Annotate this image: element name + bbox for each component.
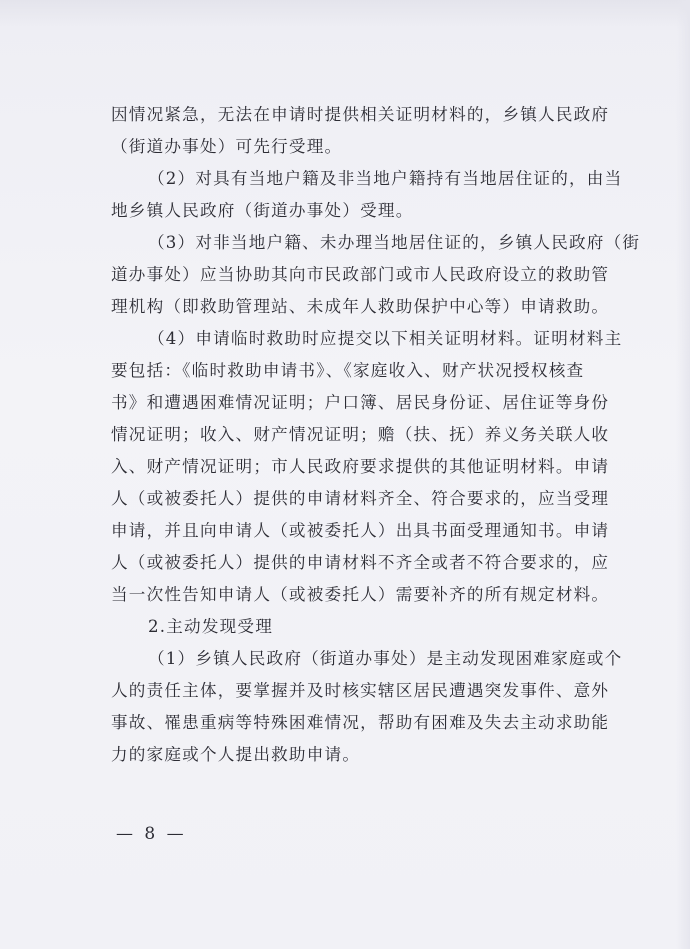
text-line: 情况证明；收入、财产情况证明；赡（扶、抚）养义务关联人收 bbox=[111, 425, 610, 444]
text-line: 书》和遭遇困难情况证明；户口簿、居民身份证、居住证等身份 bbox=[111, 393, 610, 412]
text-line: 当一次性告知申请人（或被委托人）需要补齐的所有规定材料。 bbox=[111, 585, 610, 604]
section-heading: 2.主动发现受理 bbox=[148, 617, 273, 636]
text-line: 理机构（即救助管理站、未成年人救助保护中心等）申请救助。 bbox=[111, 297, 610, 316]
text-line: （4）申请临时救助时应提交以下相关证明材料。证明材料主 bbox=[148, 329, 623, 348]
text-line: 地乡镇人民政府（街道办事处）受理。 bbox=[111, 201, 414, 220]
text-line: （1）乡镇人民政府（街道办事处）是主动发现困难家庭或个 bbox=[148, 649, 623, 668]
text-line: 入、财产情况证明；市人民政府要求提供的其他证明材料。申请 bbox=[111, 457, 610, 476]
text-line: （3）对非当地户籍、未办理当地居住证的，乡镇人民政府（街 bbox=[148, 233, 641, 252]
text-line: 因情况紧急，无法在申请时提供相关证明材料的，乡镇人民政府 bbox=[111, 105, 610, 124]
text-line: （2）对具有当地户籍及非当地户籍持有当地居住证的，由当 bbox=[148, 169, 623, 188]
scan-shadow-right bbox=[676, 0, 690, 949]
page-number: — 8 — bbox=[116, 824, 187, 844]
text-line: 力的家庭或个人提出救助申请。 bbox=[111, 745, 361, 764]
text-line: 道办事处）应当协助其向市民政部门或市人民政府设立的救助管 bbox=[111, 265, 610, 284]
text-line: 人（或被委托人）提供的申请材料不齐全或者不符合要求的，应 bbox=[111, 553, 610, 572]
text-line: 人的责任主体，要掌握并及时核实辖区居民遭遇突发事件、意外 bbox=[111, 681, 610, 700]
text-line: 要包括：《临时救助申请书》、《家庭收入、财产状况授权核查 bbox=[111, 361, 585, 380]
scan-shadow-top bbox=[0, 0, 690, 28]
text-line: 事故、罹患重病等特殊困难情况，帮助有困难及失去主动求助能 bbox=[111, 713, 610, 732]
text-line: 申请，并且向申请人（或被委托人）出具书面受理通知书。申请 bbox=[111, 521, 610, 540]
text-line: 人（或被委托人）提供的申请材料齐全、符合要求的，应当受理 bbox=[111, 489, 610, 508]
text-line: （街道办事处）可先行受理。 bbox=[111, 137, 343, 156]
